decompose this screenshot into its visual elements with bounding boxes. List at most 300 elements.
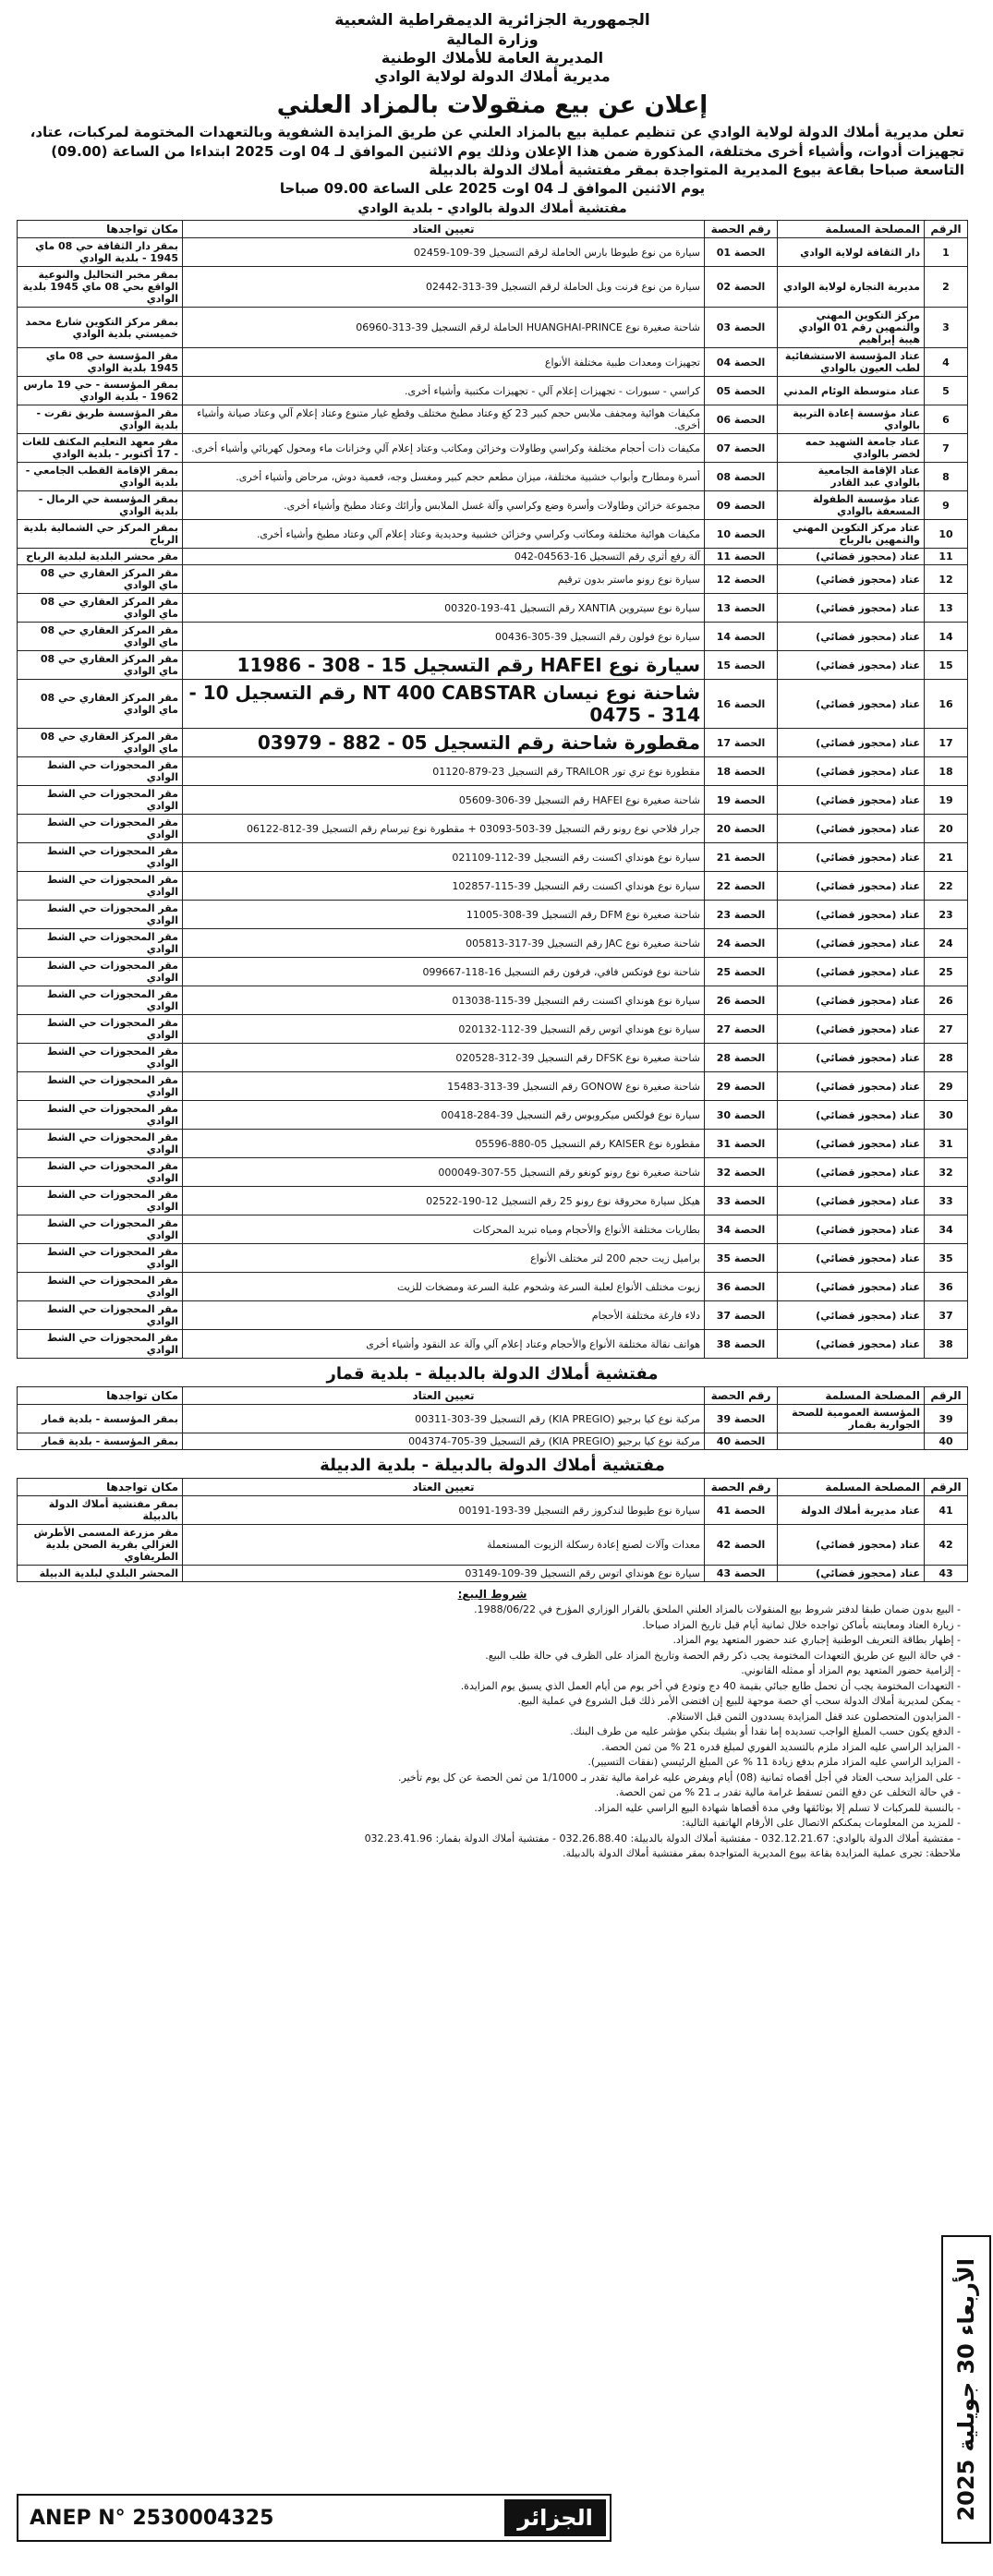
row-location: مقر المركز العقاري حي 08 ماي الوادي xyxy=(18,594,183,623)
row-lot: الحصة 20 xyxy=(705,815,778,843)
section-title-debila: مفتشية أملاك الدولة بالدبيلة - بلدية الدبيلة xyxy=(320,1456,665,1476)
row-lot: الحصة 35 xyxy=(705,1244,778,1273)
row-description: شاحنة نوع نيسان NT 400 CABSTAR رقم التسجيل 10 - 314 - 0475 xyxy=(183,680,705,729)
row-location: مقر المحجوزات حي الشط الوادي xyxy=(18,1244,183,1273)
row-lot: الحصة 24 xyxy=(705,929,778,958)
condition-line: - في حالة البيع عن طريق التعهدات المختومة يجب ذكر رقم الحصة وتاريخ المزاد على الظرف في حالة طلب البيع. xyxy=(485,1649,961,1662)
row-description: شاحنة صغيرة نوع HUANGHAI-PRINCE الحاملة لرقم التسجيل 39-313-06960 xyxy=(183,308,705,348)
row-number: 13 xyxy=(925,594,968,623)
table-row xyxy=(18,1072,968,1101)
row-lot: الحصة 40 xyxy=(705,1433,778,1450)
row-lot: الحصة 11 xyxy=(705,549,778,565)
row-number: 12 xyxy=(925,565,968,594)
row-location: مقر المحجوزات حي الشط الوادي xyxy=(18,1273,183,1301)
row-lot: الحصة 28 xyxy=(705,1044,778,1072)
row-number: 11 xyxy=(925,549,968,565)
col-lot-header: رقم الحصة xyxy=(705,1387,778,1405)
row-beneficiary: عتاد الإقامة الجامعية بالوادي عبد القادر xyxy=(778,463,925,491)
col-location-header: مكان تواجدها xyxy=(18,1479,183,1496)
row-description: سيارة نوع فولكس ميكروبوس رقم التسجيل 39-284-00418 xyxy=(183,1101,705,1130)
row-number: 42 xyxy=(925,1525,968,1566)
row-lot: الحصة 06 xyxy=(705,405,778,434)
condition-line: - التعهدات المختومة يجب أن تحمل طابع جبائي بقيمة 40 دج وتودع في أخر يوم من أيام العمل الذي يسبق يوم المزايدة. xyxy=(460,1679,961,1692)
row-description: أسرة ومطارح وأبواب خشبية مختلفة، ميزان مطعم حجم كبير ومغسل وجه، قعمية دوش، مرحاض وأشياء أخرى. xyxy=(183,463,705,491)
row-location: مقر المحجوزات حي الشط الوادي xyxy=(18,1301,183,1330)
condition-line: - على المزايد سحب العتاد في أجل أقصاه ثمانية (08) أيام ويفرض عليه غرامة مالية تقدر بـ 1/1000 من ثمن الحصة عن كل يوم تأخير. xyxy=(398,1771,961,1784)
table-row xyxy=(18,1496,968,1525)
table-row xyxy=(18,901,968,929)
row-beneficiary: عتاد مركز التكوين المهني والتمهين بالرباح xyxy=(778,520,925,549)
table-row xyxy=(18,308,968,348)
row-number: 25 xyxy=(925,958,968,986)
row-description: شاحنة صغيرة نوع DFSK رقم التسجيل 39-312-020528 xyxy=(183,1044,705,1072)
row-description: سيارة من نوع فرنت وبل الحاملة لرقم التسجيل 39-313-02442 xyxy=(183,267,705,308)
row-beneficiary: عتاد (محجوز قضائي) xyxy=(778,872,925,901)
row-description: جرار فلاحي نوع رونو رقم التسجيل 39-503-03093 + مقطورة نوع تيرسام رقم التسجيل 39-812-06122 xyxy=(183,815,705,843)
row-location: بمقر المؤسسة - حي 19 مارس 1962 - بلدية الوادي xyxy=(18,377,183,405)
conditions-list xyxy=(24,1602,961,1862)
publication-date-box xyxy=(941,2235,991,2544)
intro-paragraph: تعلن مديرية أملاك الدولة لولاية الوادي عن تنظيم عملية بيع بالمزاد العلني عن طريق المزايدة الشفوية وبالتعهدات المختومة لمركبات، عتاد، تجهيزات أدوات، وأشياء أخرى مختلفة، المذكورة ضمن هذا الإعلان وذلك يوم الاثنين الموافق لـ 04 اوت 2025 ابتداءا من الساعة (09.00) التاسعة صباحا بقاعة بيوع المديرية المتواجدة بمقر مفتشية أملاك الدولة بالدبيلة xyxy=(30,124,964,178)
row-lot: الحصة 03 xyxy=(705,308,778,348)
row-lot: الحصة 08 xyxy=(705,463,778,491)
row-number: 14 xyxy=(925,623,968,651)
table-row xyxy=(18,434,968,463)
row-number: 3 xyxy=(925,308,968,348)
row-location: مقر المحجوزات حي الشط الوادي xyxy=(18,1158,183,1187)
row-number: 31 xyxy=(925,1130,968,1158)
row-description: مكيفات ذات أحجام مختلفة وكراسي وطاولات وخزائن ومكاتب وعتاد إعلام آلي وخزانات ماء ومحول كهربائي وأشياء أخرى. xyxy=(183,434,705,463)
col-beneficiary-header: المصلحة المسلمة xyxy=(778,1387,925,1405)
row-beneficiary: عتاد (محجوز قضائي) xyxy=(778,549,925,565)
condition-line: - مفتشية أملاك الدولة بالوادي: 032.12.21.67 - مفتشية أملاك الدولة بالدبيلة: 032.26.88.40 - مفتشية أملاك الدولة بقمار: 032.23.41.96 xyxy=(364,1832,961,1844)
row-number: 23 xyxy=(925,901,968,929)
table-row xyxy=(18,594,968,623)
lots-table xyxy=(17,220,968,1359)
row-number: 39 xyxy=(925,1405,968,1433)
row-beneficiary: عتاد (محجوز قضائي) xyxy=(778,986,925,1015)
row-lot: الحصة 27 xyxy=(705,1015,778,1044)
row-description: هواتف نقالة مختلفة الأنواع والأحجام وعتاد إعلام آلي وآلة عد النقود وأشياء أخرى xyxy=(183,1330,705,1359)
row-location: مقر معهد التعليم المكثف للغات - 17 أكتوبر - بلدية الوادي xyxy=(18,434,183,463)
row-number: 9 xyxy=(925,491,968,520)
table-row xyxy=(18,377,968,405)
row-number: 10 xyxy=(925,520,968,549)
row-number: 4 xyxy=(925,348,968,377)
table-row xyxy=(18,872,968,901)
col-lot-header: رقم الحصة xyxy=(705,1479,778,1496)
table-row xyxy=(18,1101,968,1130)
row-number: 15 xyxy=(925,651,968,680)
row-number: 8 xyxy=(925,463,968,491)
row-description: مكيفات هوائية مختلفة ومكاتب وكراسي وخزائن خشبية وحديدية وعتاد إعلام آلي وعتاد مطبخ وأشياء أخرى. xyxy=(183,520,705,549)
row-beneficiary: عتاد (محجوز قضائي) xyxy=(778,651,925,680)
col-num-header: الرقم xyxy=(925,1479,968,1496)
row-location: مقر المركز العقاري حي 08 ماي الوادي xyxy=(18,565,183,594)
row-beneficiary: عتاد (محجوز قضائي) xyxy=(778,680,925,729)
row-location: مقر المحجوزات حي الشط الوادي xyxy=(18,1072,183,1101)
row-beneficiary: عتاد (محجوز قضائي) xyxy=(778,757,925,786)
table-header-row xyxy=(18,221,968,238)
row-number: 37 xyxy=(925,1301,968,1330)
table-body-3 xyxy=(18,1301,968,1359)
row-number: 35 xyxy=(925,1244,968,1273)
row-location: بمقر المؤسسة - بلدية قمار xyxy=(18,1433,183,1450)
row-number: 40 xyxy=(925,1433,968,1450)
row-lot: الحصة 43 xyxy=(705,1566,778,1582)
row-description: سيارة نوع هونداي اكسنت رقم التسجيل 39-112-021109 xyxy=(183,843,705,872)
row-description: مركبة نوع كيا برجيو (KIA PREGIO) رقم التسجيل 39-303-00311 xyxy=(183,1405,705,1433)
row-lot: الحصة 37 xyxy=(705,1301,778,1330)
row-description: شاحنة صغيرة نوع DFM رقم التسجيل 39-308-11005 xyxy=(183,901,705,929)
row-location: مقر المحجوزات حي الشط الوادي xyxy=(18,815,183,843)
table-row xyxy=(18,1330,968,1359)
row-description: آلة رفع أثري رقم التسجيل 16-04563-042 xyxy=(183,549,705,565)
row-lot: الحصة 10 xyxy=(705,520,778,549)
row-description: شاحنة صغيرة نوع GONOW رقم التسجيل 39-313-15483 xyxy=(183,1072,705,1101)
row-beneficiary: عتاد (محجوز قضائي) xyxy=(778,1130,925,1158)
row-beneficiary: عتاد (محجوز قضائي) xyxy=(778,729,925,757)
row-location: بمقر المركز حي الشمالية بلدية الرباح xyxy=(18,520,183,549)
row-lot: الحصة 04 xyxy=(705,348,778,377)
row-lot: الحصة 05 xyxy=(705,377,778,405)
row-lot: الحصة 14 xyxy=(705,623,778,651)
page-title: إعلان عن بيع منقولات بالمزاد العلني xyxy=(276,91,708,120)
row-description: هيكل سيارة محروقة نوع رونو 25 رقم التسجيل 12-190-02522 xyxy=(183,1187,705,1215)
row-location: مقر المحجوزات حي الشط الوادي xyxy=(18,1330,183,1359)
row-beneficiary: عتاد (محجوز قضائي) xyxy=(778,1044,925,1072)
col-desc-header: تعيين العتاد xyxy=(183,1387,705,1405)
row-location: مقر المركز العقاري حي 08 ماي الوادي xyxy=(18,623,183,651)
row-lot: الحصة 26 xyxy=(705,986,778,1015)
row-beneficiary: مديرية التجارة لولاية الوادي xyxy=(778,267,925,308)
row-lot: الحصة 17 xyxy=(705,729,778,757)
anep-number: ANEP N° 2530004325 xyxy=(30,2506,274,2530)
row-location: مقر المركز العقاري حي 08 ماي الوادي xyxy=(18,729,183,757)
row-location: مقر المحجوزات حي الشط الوادي xyxy=(18,872,183,901)
row-number: 34 xyxy=(925,1215,968,1244)
row-lot: الحصة 09 xyxy=(705,491,778,520)
publication-date: الأربعاء 30 جويلية 2025 xyxy=(953,2257,979,2522)
row-description: مقطورة شاحنة رقم التسجيل 05 - 882 - 03979 xyxy=(183,729,705,757)
row-beneficiary: عتاد (محجوز قضائي) xyxy=(778,1566,925,1582)
table-row xyxy=(18,1273,968,1301)
row-lot: الحصة 19 xyxy=(705,786,778,815)
row-lot: الحصة 23 xyxy=(705,901,778,929)
row-number: 22 xyxy=(925,872,968,901)
row-location: مقر المحجوزات حي الشط الوادي xyxy=(18,843,183,872)
section-title-guemar: مفتشية أملاك الدولة بالدبيلة - بلدية قمار xyxy=(326,1364,659,1385)
row-lot: الحصة 32 xyxy=(705,1158,778,1187)
row-beneficiary: المؤسسة العمومية للصحة الجوارية بقمار xyxy=(778,1405,925,1433)
condition-line: - البيع بدون ضمان طبقا لدفتر شروط بيع المنقولات بالمزاد العلني الملحق بالقرار الوزاري المؤرخ في 1988/06/22. xyxy=(474,1603,961,1616)
row-description: سيارة نوع رونو ماستر بدون ترقيم xyxy=(183,565,705,594)
row-lot: الحصة 36 xyxy=(705,1273,778,1301)
row-beneficiary: عتاد (محجوز قضائي) xyxy=(778,901,925,929)
row-location: مقر المركز العقاري حي 08 ماي الوادي xyxy=(18,680,183,729)
row-beneficiary: عتاد (محجوز قضائي) xyxy=(778,1525,925,1566)
row-beneficiary: عتاد متوسطة الوئام المدني xyxy=(778,377,925,405)
table-row xyxy=(18,1301,968,1330)
row-number: 27 xyxy=(925,1015,968,1044)
table-row xyxy=(18,348,968,377)
row-lot: الحصة 41 xyxy=(705,1496,778,1525)
table-header-row xyxy=(18,1387,968,1405)
table-row xyxy=(18,405,968,434)
row-location: مقر المحجوزات حي الشط الوادي xyxy=(18,958,183,986)
row-lot: الحصة 42 xyxy=(705,1525,778,1566)
row-description: شاحنة نوع فوتكس فافي، فرفون رقم التسجيل 16-118-099667 xyxy=(183,958,705,986)
row-description: سيارة نوع هونداي اتوس رقم التسجيل 39-112-020132 xyxy=(183,1015,705,1044)
row-beneficiary: عتاد (محجوز قضائي) xyxy=(778,1330,925,1359)
intro-date-line: يوم الاثنين الموافق لـ 04 اوت 2025 على الساعة 09.00 صباحا xyxy=(279,180,706,197)
row-beneficiary: عتاد (محجوز قضائي) xyxy=(778,594,925,623)
row-number: 21 xyxy=(925,843,968,872)
row-lot: الحصة 18 xyxy=(705,757,778,786)
condition-line: - بالنسبة للمركبات لا تسلم إلا بوثائقها وفي مدة أقصاها شهادة البيع الراسي عليه المزاد. xyxy=(594,1801,961,1814)
row-location: بمقر مخبر التحاليل والنوعية الواقع بحي 08 ماي 1945 بلدية الوادي xyxy=(18,267,183,308)
table-row xyxy=(18,986,968,1015)
condition-line: - زيارة العتاد ومعاينته بأماكن تواجده خلال ثمانية أيام قبل تاريخ المزاد صباحا. xyxy=(642,1618,961,1631)
condition-line: - إظهار بطاقة التعريف الوطنية إجباري عند حضور المتعهد يوم المزاد. xyxy=(672,1634,961,1647)
table-row xyxy=(18,651,968,680)
row-lot: الحصة 22 xyxy=(705,872,778,901)
table-body-5 xyxy=(18,1496,968,1582)
row-location: مقر المحجوزات حي الشط الوادي xyxy=(18,786,183,815)
table-row xyxy=(18,958,968,986)
row-description: شاحنة صغيرة نوع رونو كونغو رقم التسجيل 55-307-000049 xyxy=(183,1158,705,1187)
row-location: مقر المحجوزات حي الشط الوادي xyxy=(18,757,183,786)
row-description: سيارة نوع HAFEI رقم التسجيل 15 - 308 - 11986 xyxy=(183,651,705,680)
row-lot: الحصة 01 xyxy=(705,238,778,267)
row-location: بمقر دار الثقافة حي 08 ماي 1945 - بلدية الوادي xyxy=(18,238,183,267)
row-number: 41 xyxy=(925,1496,968,1525)
col-num-header: الرقم xyxy=(925,221,968,238)
directorate-general-name: المديرية العامة للأملاك الوطنية xyxy=(381,49,604,67)
row-location: مقر المحجوزات حي الشط الوادي xyxy=(18,1044,183,1072)
condition-line: - للمزيد من المعلومات يمكنكم الاتصال على الأرقام الهاتفية التالية: xyxy=(682,1817,961,1830)
row-description: شاحنة صغيرة نوع JAC رقم التسجيل 39-317-005813 xyxy=(183,929,705,958)
row-beneficiary: عتاد (محجوز قضائي) xyxy=(778,786,925,815)
condition-line: - في حالة التخلف عن دفع الثمن تسقط غرامة مالية تقدر بـ 21 % من ثمن الحصة. xyxy=(615,1786,961,1799)
row-lot: الحصة 33 xyxy=(705,1187,778,1215)
row-beneficiary: عتاد (محجوز قضائي) xyxy=(778,1072,925,1101)
row-lot: الحصة 13 xyxy=(705,594,778,623)
row-description: مركبة نوع كيا برجيو (KIA PREGIO) رقم التسجيل 39-705-004374 xyxy=(183,1433,705,1450)
condition-line: - الدفع يكون حسب المبلغ الواجب تسديده إما نقدا أو بشيك بنكي مؤشر عليه من طرف البنك. xyxy=(570,1725,961,1738)
row-beneficiary: عتاد (محجوز قضائي) xyxy=(778,565,925,594)
table-row xyxy=(18,843,968,872)
directorate-name: مديرية أملاك الدولة لولاية الوادي xyxy=(374,67,611,86)
row-location: بمقر الإقامة القطب الجامعي - بلدية الوادي xyxy=(18,463,183,491)
col-desc-header: تعيين العتاد xyxy=(183,1479,705,1496)
row-location: مقر المؤسسة طريق تقرت - بلدية الوادي xyxy=(18,405,183,434)
row-description: بطاريات مختلفة الأنواع والأحجام ومياه تبريد المحركات xyxy=(183,1215,705,1244)
row-lot: الحصة 12 xyxy=(705,565,778,594)
table-body-1 xyxy=(18,238,968,651)
row-number: 24 xyxy=(925,929,968,958)
row-lot: الحصة 07 xyxy=(705,434,778,463)
row-lot: الحصة 21 xyxy=(705,843,778,872)
col-beneficiary-header: المصلحة المسلمة xyxy=(778,221,925,238)
row-number: 7 xyxy=(925,434,968,463)
row-beneficiary: عتاد (محجوز قضائي) xyxy=(778,843,925,872)
row-description: سيارة نوع سيتروين XANTIA رقم التسجيل 41-193-00320 xyxy=(183,594,705,623)
row-location: مقر المؤسسة حي 08 ماي 1945 بلدية الوادي xyxy=(18,348,183,377)
condition-line: - إلزامية حضور المتعهد يوم المزاد أو ممثله القانوني. xyxy=(741,1664,961,1677)
col-num-header: الرقم xyxy=(925,1387,968,1405)
row-location: مقر المحجوزات حي الشط الوادي xyxy=(18,1130,183,1158)
row-description: سيارة نوع هونداي اتوس رقم التسجيل 39-109-03149 xyxy=(183,1566,705,1582)
row-beneficiary: عتاد جامعة الشهيد حمه لخضر بالوادي xyxy=(778,434,925,463)
row-description: سيارة من نوع طيوطا بارس الحاملة لرقم التسجيل 39-109-02459 xyxy=(183,238,705,267)
row-beneficiary: دار الثقافة لولاية الوادي xyxy=(778,238,925,267)
row-lot: الحصة 15 xyxy=(705,651,778,680)
row-number: 17 xyxy=(925,729,968,757)
row-beneficiary: عتاد (محجوز قضائي) xyxy=(778,1187,925,1215)
table-row xyxy=(18,238,968,267)
ministry-name: وزارة المالية xyxy=(446,30,539,49)
table-row xyxy=(18,815,968,843)
condition-line: - يمكن لمديرية أملاك الدولة سحب أي حصة موجهة للبيع إن اقتضى الأمر ذلك قبل الشروع في عملية البيع. xyxy=(517,1695,961,1708)
announcement-page xyxy=(17,11,968,2551)
row-lot: الحصة 38 xyxy=(705,1330,778,1359)
table-row xyxy=(18,463,968,491)
row-beneficiary: عتاد مؤسسة إعادة التربية بالوادي xyxy=(778,405,925,434)
footer-anep-box xyxy=(17,2494,612,2542)
row-location: مقر المحجوزات حي الشط الوادي xyxy=(18,1015,183,1044)
col-lot-header: رقم الحصة xyxy=(705,221,778,238)
row-beneficiary: عتاد (محجوز قضائي) xyxy=(778,1101,925,1130)
table-body-4 xyxy=(18,1405,968,1450)
row-lot: الحصة 29 xyxy=(705,1072,778,1101)
row-number: 43 xyxy=(925,1566,968,1582)
row-description: معدات وآلات لصنع إعادة رسكلة الزيوت المستعملة xyxy=(183,1525,705,1566)
row-number: 30 xyxy=(925,1101,968,1130)
row-location: بمقر مفتشية أملاك الدولة بالدبيلة xyxy=(18,1496,183,1525)
row-description: شاحنة صغيرة نوع HAFEI رقم التسجيل 39-306-05609 xyxy=(183,786,705,815)
row-number: 32 xyxy=(925,1158,968,1187)
row-number: 1 xyxy=(925,238,968,267)
row-beneficiary: عتاد (محجوز قضائي) xyxy=(778,929,925,958)
row-number: 2 xyxy=(925,267,968,308)
condition-line: - المزايد الراسي عليه المزاد ملزم بالتسديد الفوري لمبلغ قدره 21 % من ثمن الحصة. xyxy=(601,1740,961,1753)
row-beneficiary: عتاد (محجوز قضائي) xyxy=(778,623,925,651)
row-number: 36 xyxy=(925,1273,968,1301)
row-beneficiary: عتاد مديرية أملاك الدولة xyxy=(778,1496,925,1525)
table-row xyxy=(18,680,968,729)
row-location: مقر المحجوزات حي الشط الوادي xyxy=(18,986,183,1015)
header xyxy=(17,11,968,86)
row-beneficiary: عتاد (محجوز قضائي) xyxy=(778,1244,925,1273)
table-row xyxy=(18,1015,968,1044)
table-row xyxy=(18,1044,968,1072)
row-description: مقطورة نوع KAISER رقم التسجيل 05-880-05596 xyxy=(183,1130,705,1158)
table-row xyxy=(18,1566,968,1582)
lots-table-guemar xyxy=(17,1386,968,1450)
conditions-title: شروط البيع: xyxy=(457,1588,527,1602)
row-number: 33 xyxy=(925,1187,968,1215)
row-location: مقر محشر البلدية لبلدية الرباح xyxy=(18,549,183,565)
condition-line: - المزايد الراسي عليه المزاد ملزم بدفع زيادة 11 % عن المبلغ الرئيسي (نفقات التسيير). xyxy=(587,1756,961,1769)
table-row xyxy=(18,1130,968,1158)
row-description: تجهيزات ومعدات طبية مختلفة الأنواع xyxy=(183,348,705,377)
row-beneficiary: عتاد (محجوز قضائي) xyxy=(778,1215,925,1244)
row-description: سيارة نوع فولون رقم التسجيل 39-305-00436 xyxy=(183,623,705,651)
table-row xyxy=(18,729,968,757)
table-body-2 xyxy=(18,651,968,1301)
table-row xyxy=(18,1433,968,1450)
row-beneficiary: عتاد (محجوز قضائي) xyxy=(778,1158,925,1187)
row-beneficiary: عتاد مؤسسة الطفولة المسعفة بالوادي xyxy=(778,491,925,520)
intro-text xyxy=(17,123,968,198)
row-beneficiary: عتاد المؤسسة الاستشفائية لطب العيون بالوادي xyxy=(778,348,925,377)
row-number: 38 xyxy=(925,1330,968,1359)
table-row xyxy=(18,520,968,549)
row-beneficiary: مركز التكوين المهني والتمهين رقم 01 الوادي هيبة إبراهيم xyxy=(778,308,925,348)
table-row xyxy=(18,267,968,308)
row-beneficiary: عتاد (محجوز قضائي) xyxy=(778,1301,925,1330)
row-lot: الحصة 31 xyxy=(705,1130,778,1158)
condition-line: - المزايدون المتحصلون عند قفل المزايدة يسددون الثمن قبل الاستلام. xyxy=(666,1710,961,1723)
table-row xyxy=(18,1187,968,1215)
row-lot: الحصة 16 xyxy=(705,680,778,729)
row-number: 28 xyxy=(925,1044,968,1072)
table-row xyxy=(18,1215,968,1244)
row-beneficiary: عتاد (محجوز قضائي) xyxy=(778,815,925,843)
section-title-eloued: مفتشية أملاك الدولة بالوادي - بلدية الوادي xyxy=(357,201,627,217)
table-row xyxy=(18,549,968,565)
row-location: مقر المحجوزات حي الشط الوادي xyxy=(18,1187,183,1215)
row-beneficiary: عتاد (محجوز قضائي) xyxy=(778,1273,925,1301)
row-number: 16 xyxy=(925,680,968,729)
row-location: بمقر المؤسسة - بلدية قمار xyxy=(18,1405,183,1433)
lots-table-debila xyxy=(17,1478,968,1582)
col-beneficiary-header: المصلحة المسلمة xyxy=(778,1479,925,1496)
row-description: سيارة نوع طيوطا لندكروز رقم التسجيل 39-193-00191 xyxy=(183,1496,705,1525)
republic-name: الجمهورية الجزائرية الديمقراطية الشعبية xyxy=(334,11,650,30)
row-description: مجموعة خزائن وطاولات وأسرة وضع وكراسي وآلة غسل الملابس وأرائك وعتاد مطبخ وأشياء أخرى. xyxy=(183,491,705,520)
col-location-header: مكان تواجدها xyxy=(18,1387,183,1405)
table-row xyxy=(18,786,968,815)
row-description: دلاء فارغة مختلفة الأحجام xyxy=(183,1301,705,1330)
table-row xyxy=(18,757,968,786)
row-lot: الحصة 02 xyxy=(705,267,778,308)
row-number: 19 xyxy=(925,786,968,815)
row-number: 18 xyxy=(925,757,968,786)
row-location: بمقر مركز التكوين شارع محمد خميستي بلدية الوادي xyxy=(18,308,183,348)
table-row xyxy=(18,491,968,520)
table-row xyxy=(18,565,968,594)
table-row xyxy=(18,1525,968,1566)
row-number: 29 xyxy=(925,1072,968,1101)
row-lot: الحصة 25 xyxy=(705,958,778,986)
row-location: مقر المحجوزات حي الشط الوادي xyxy=(18,929,183,958)
row-location: مقر مزرعة المسمى الأطرش الغزالي بقرية الصحن بلدية الطريفاوي xyxy=(18,1525,183,1566)
row-lot: الحصة 34 xyxy=(705,1215,778,1244)
row-lot: الحصة 30 xyxy=(705,1101,778,1130)
row-location: مقر المحجوزات حي الشط الوادي xyxy=(18,1101,183,1130)
newspaper-logo: الجزائر xyxy=(504,2499,606,2536)
table-row xyxy=(18,623,968,651)
row-description: براميل زيت حجم 200 لتر مختلف الأنواع xyxy=(183,1244,705,1273)
row-beneficiary xyxy=(778,1433,925,1450)
row-description: سيارة نوع هونداي اكسنت رقم التسجيل 39-115-102857 xyxy=(183,872,705,901)
table-row xyxy=(18,1244,968,1273)
row-beneficiary: عتاد (محجوز قضائي) xyxy=(778,958,925,986)
row-description: سيارة نوع هونداي اكسنت رقم التسجيل 39-115-013038 xyxy=(183,986,705,1015)
table-header-row xyxy=(18,1479,968,1496)
